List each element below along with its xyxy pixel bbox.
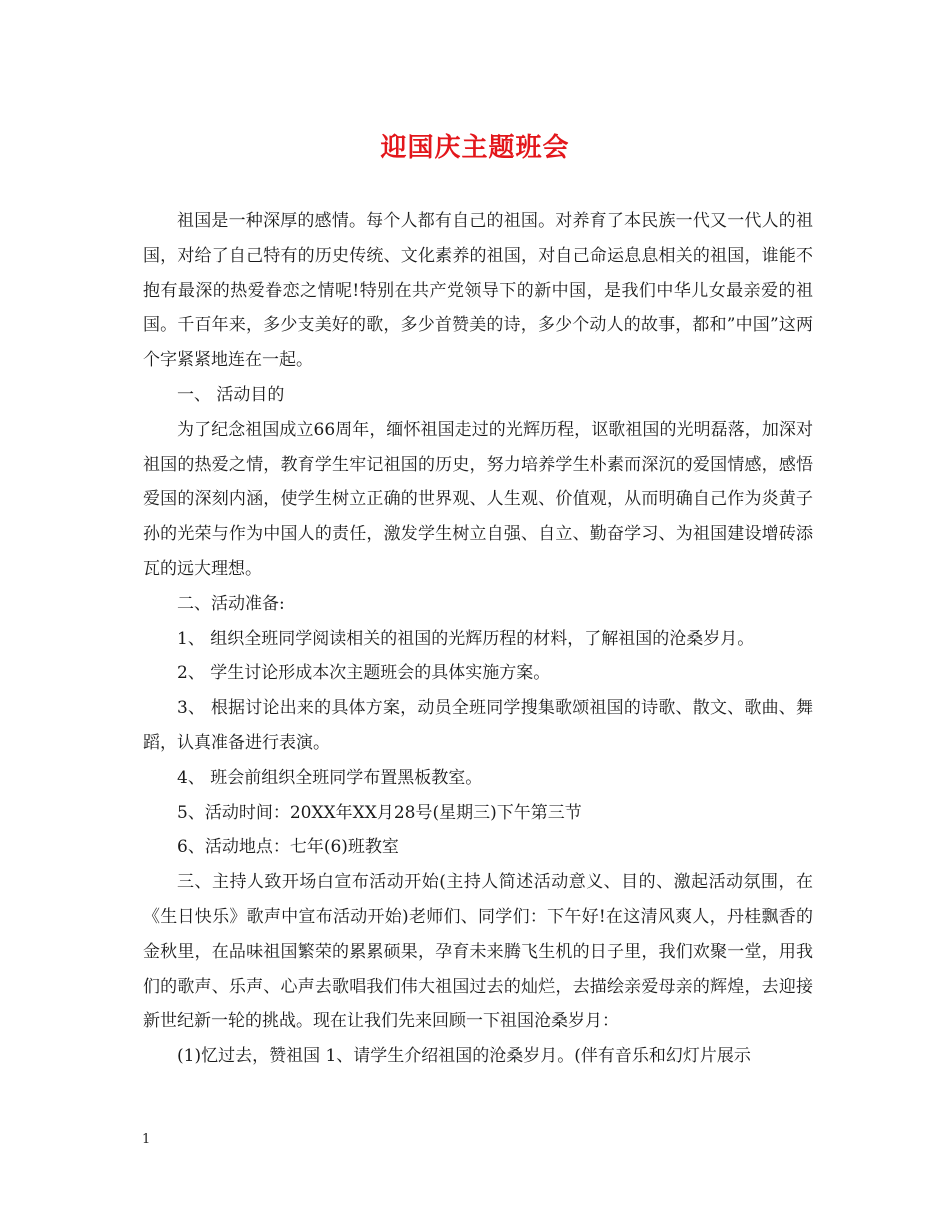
list-item-preparation-4: 4、 班会前组织全班同学布置黑板教室。 bbox=[177, 767, 483, 788]
list-item-activity-location: 6、活动地点：七年(6)班教室 bbox=[177, 837, 399, 858]
paragraph-host-opening: 三、主持人致开场白宣布活动开始(主持人简述活动意义、目的、激起活动氛围，在《生日快乐》歌声中宣布活动开始)老师们、同学们：下午好!在这清风爽人，丹桂飘香的金秋里，在品味祖国繁荣的累累硕果，孕育未来腾飞生机的日子里，我们欢聚一堂，用我们的歌声、乐声、心声去歌唱我们伟大祖国过去的灿烂，去描绘亲爱母亲的辉煌，去迎接新世纪新一轮的挑战。现在让我们先来回顾一下祖国沧桑岁月： bbox=[143, 872, 813, 1032]
paragraph-recall-past: (1)忆过去，赞祖国 1、请学生介绍祖国的沧桑岁月。(伴有音乐和幻灯片展示 bbox=[177, 1046, 751, 1067]
list-item-preparation-2: 2、 学生讨论形成本次主题班会的具体实施方案。 bbox=[177, 663, 551, 684]
section-heading-purpose: 一、 活动目的 bbox=[177, 384, 285, 405]
list-item-preparation-3: 3、 根据讨论出来的具体方案，动员全班同学搜集歌颂祖国的诗歌、散文、歌曲、舞蹈，认真准备进行表演。 bbox=[143, 698, 813, 753]
page-number: 1 bbox=[142, 1132, 151, 1147]
paragraph-purpose: 为了纪念祖国成立66周年，缅怀祖国走过的光辉历程，讴歌祖国的光明磊落，加深对祖国的热爱之情，教育学生牢记祖国的历史，努力培养学生朴素而深沉的爱国情感，感悟爱国的深刻内涵，使学生树立正确的世界观、人生观、价值观，从而明确自己作为炎黄子孙的光荣与作为中国人的责任，激发学生树立自强、自立、勤奋学习、为祖国建设增砖添瓦的远大理想。 bbox=[143, 419, 813, 579]
document-body bbox=[143, 204, 813, 1074]
list-item-preparation-1: 1、 组织全班同学阅读相关的祖国的光辉历程的材料，了解祖国的沧桑岁月。 bbox=[177, 628, 755, 649]
paragraph-intro: 祖国是一种深厚的感情。每个人都有自己的祖国。对养育了本民族一代又一代人的祖国，对给了自己特有的历史传统、文化素养的祖国，对自己命运息息相关的祖国，谁能不抱有最深的热爱眷恋之情呢!特别在共产党领导下的新中国，是我们中华儿女最亲爱的祖国。千百年来，多少支美好的歌，多少首赞美的诗，多少个动人的故事，都和”中国”这两个字紧紧地连在一起。 bbox=[143, 211, 813, 371]
list-item-activity-time: 5、活动时间：20XX年XX月28号(星期三)下午第三节 bbox=[177, 802, 582, 823]
document-title: 迎国庆主题班会 bbox=[380, 133, 570, 163]
section-heading-preparation: 二、活动准备: bbox=[177, 593, 285, 614]
